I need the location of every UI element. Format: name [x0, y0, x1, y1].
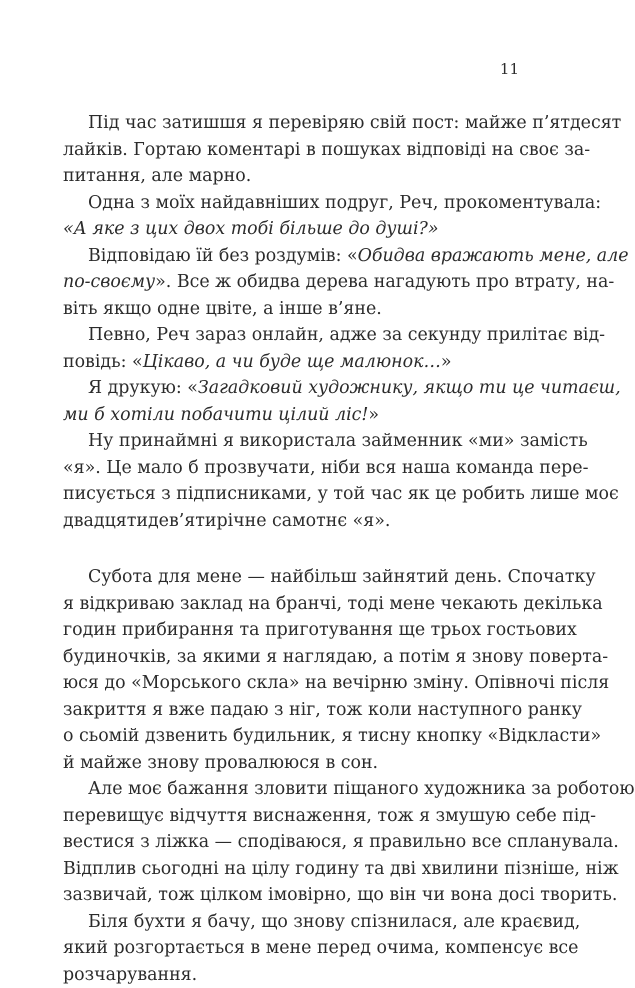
text-segment: будиночків, за якими я наглядаю, а потім я знову поверта-: [63, 646, 609, 667]
text-segment: двадцятидев’ятирічне самотнє «я».: [63, 510, 391, 531]
text-segment: я відкриваю заклад на бранчі, тоді мене чекають декілька: [63, 593, 603, 614]
page-number: 11: [499, 60, 519, 78]
text-line: [63, 216, 518, 242]
text-line: [88, 243, 629, 269]
text-line: [63, 856, 619, 882]
text-segment: о сьомій дзвенить будильник, я тисну кнопку «Відкласти»: [63, 726, 602, 746]
text-segment: вестися з ліжка — сподіваюся, я правильно все спланувала.: [63, 832, 619, 852]
text-segment: Я друкую: «: [88, 378, 198, 398]
text-line: [63, 591, 603, 617]
text-segment: ». Все ж обидва дерева нагадують про втрату, на-: [155, 272, 615, 292]
text-segment: Одна з моїх найдавніших подруг, Реч, прокоментувала:: [88, 192, 602, 213]
text-line: [63, 617, 577, 643]
text-segment: Відплив сьогодні на цілу годину та дві хвилини пізніше, ніж: [63, 858, 619, 879]
text-segment: Субота для мене — найбільш зайнятий день. Спочатку: [88, 567, 596, 587]
text-segment: писується з підписниками, у той час як це робить лише моє: [63, 484, 619, 504]
text-line: [88, 909, 581, 935]
text-segment: перевищує відчуття виснаження, тож я змушую себе під-: [63, 805, 596, 826]
text-line: [63, 723, 602, 749]
text-line: [63, 402, 518, 428]
text-segment: зазвичай, тож цілком імовірно, що він чи вона досі творить.: [63, 885, 618, 905]
text-segment: який розгортається в мене перед очима, компенсує все: [63, 938, 579, 958]
text-segment: юся до «Морського скла» на вечірню зміну. Опівночі після: [63, 673, 610, 693]
text-segment: годин прибирання та приготування ще трьох гостьових: [63, 620, 577, 640]
text-segment: «я». Це мало б прозвучати, ніби вся наша команда пере-: [63, 457, 589, 478]
text-line: [88, 375, 621, 401]
text-segment: »: [368, 404, 380, 425]
text-segment: Цікаво, а чи буде ще малюнок…: [142, 351, 441, 372]
text-line: [88, 564, 596, 590]
text-segment: повідь: «: [63, 351, 143, 372]
text-line: [63, 508, 518, 534]
text-line: [63, 670, 610, 696]
text-segment: Певно, Реч зараз онлайн, адже за секунду прилітає від-: [88, 325, 606, 345]
text-line: [88, 110, 622, 136]
text-segment: Під час затишшя я перевіряю свій пост: майже п’ятдесят: [88, 113, 622, 133]
text-segment: »: [440, 351, 452, 372]
text-segment: по-своєму: [63, 272, 156, 292]
text-segment: Відповідаю їй без роздумів: «: [88, 245, 358, 266]
text-segment: віть якщо одне цвіте, а інше в’яне.: [63, 298, 382, 319]
text-line: [88, 428, 588, 454]
text-line: [63, 697, 582, 723]
text-line: [88, 776, 635, 802]
text-line: [88, 190, 602, 216]
text-segment: ми б хотіли побачити цілий ліс!: [63, 404, 369, 425]
text-line: [63, 829, 619, 855]
text-line: [63, 269, 615, 295]
text-line: [63, 296, 518, 322]
text-line: [63, 750, 518, 776]
text-segment: Але моє бажання зловити піщаного художника за роботою: [88, 779, 635, 799]
text-segment: Біля бухти я бачу, що знову спізнилася, але краєвид,: [88, 911, 581, 932]
text-segment: й майже знову провалююся в сон.: [63, 752, 379, 773]
text-segment: «А яке з цих двох тобі більше до душі?»: [63, 219, 439, 239]
text-line: [63, 349, 518, 375]
text-line: [63, 455, 589, 481]
text-segment: розчарування.: [63, 964, 198, 985]
text-segment: лайків. Гортаю коментарі в пошуках відповіді на своє за-: [63, 139, 591, 160]
text-line: [63, 882, 618, 908]
text-line: [63, 137, 591, 163]
text-segment: закриття я вже падаю з ніг, тож коли наступного ранку: [63, 699, 582, 720]
text-segment: Ну принаймні я використала займенник «ми» замість: [88, 431, 588, 451]
text-segment: Загадковий художнику, якщо ти це читаєш,: [197, 378, 621, 398]
text-line: [63, 644, 609, 670]
text-line: [63, 935, 579, 961]
text-line: [63, 962, 518, 988]
text-line: [88, 322, 606, 348]
text-line: [63, 481, 619, 507]
text-line: [63, 163, 518, 189]
text-segment: питання, але марно.: [63, 166, 252, 186]
text-segment: Обидва вражають мене, але: [357, 245, 629, 266]
text-line: [63, 803, 596, 829]
